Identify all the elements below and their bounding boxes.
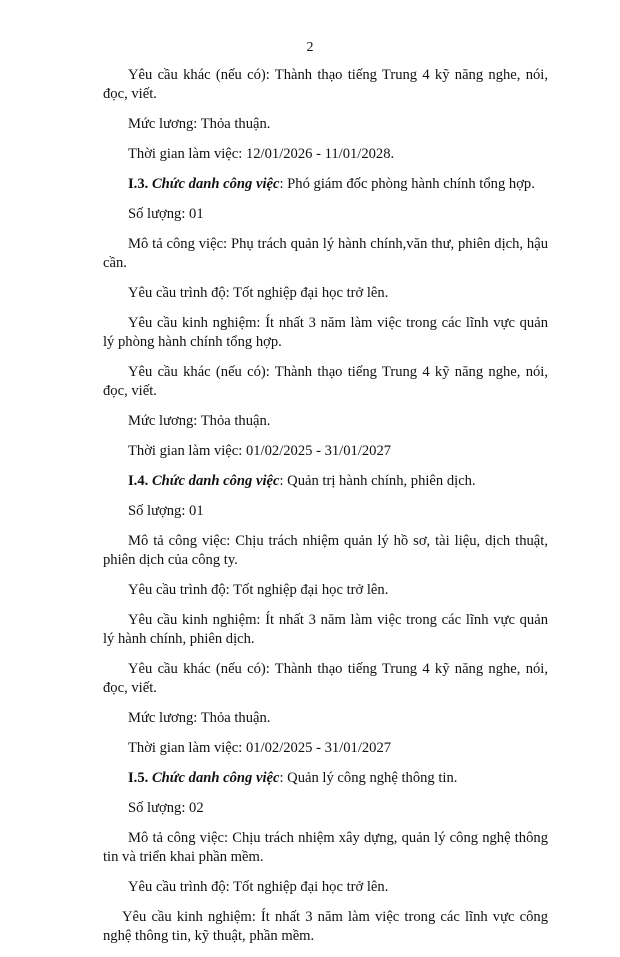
paragraph-job-description: Mô tả công việc: Phụ trách quản lý hành chính,văn thư, phiên dịch, hậu cần. xyxy=(103,236,548,271)
paragraph-other-requirements: Yêu cầu khác (nếu có): Thành thạo tiếng Trung 4 kỹ năng nghe, nói, đọc, viết. xyxy=(103,364,548,399)
paragraph-other-requirements: Yêu cầu khác (nếu có): Thành thạo tiếng Trung 4 kỹ năng nghe, nói, đọc, viết. xyxy=(103,661,548,696)
paragraph-salary: Mức lương: Thỏa thuận. xyxy=(128,710,271,726)
paragraph-salary: Mức lương: Thỏa thuận. xyxy=(128,413,271,429)
paragraph-working-period: Thời gian làm việc: 01/02/2025 - 31/01/2027 xyxy=(128,443,392,459)
section-heading-i4: I.4. Chức danh công việc: Quản trị hành chính, phiên dịch. xyxy=(128,473,476,489)
section-heading-i5: I.5. Chức danh công việc: Quản lý công nghệ thông tin. xyxy=(128,770,458,786)
document-body xyxy=(103,66,548,957)
paragraph-job-description: Mô tả công việc: Chịu trách nhiệm quản lý hồ sơ, tài liệu, dịch thuật, phiên dịch của công ty. xyxy=(103,533,548,568)
paragraph-quantity: Số lượng: 01 xyxy=(128,206,204,222)
paragraph-education-requirement: Yêu cầu trình độ: Tốt nghiệp đại học trở lên. xyxy=(128,879,389,895)
paragraph-experience-requirement: Yêu cầu kinh nghiệm: Ít nhất 3 năm làm việc trong các lĩnh vực quản lý phòng hành chính tổng hợp. xyxy=(103,315,548,350)
page-number: 2 xyxy=(306,40,314,55)
paragraph-education-requirement: Yêu cầu trình độ: Tốt nghiệp đại học trở lên. xyxy=(128,582,389,598)
paragraph-salary: Mức lương: Thỏa thuận. xyxy=(128,116,271,132)
paragraph-experience-requirement: Yêu cầu kinh nghiệm: Ít nhất 3 năm làm việc trong các lĩnh vực quản lý hành chính, phiên dịch. xyxy=(103,612,548,647)
paragraph-job-description: Mô tả công việc: Chịu trách nhiệm xây dựng, quản lý công nghệ thông tin và triển khai phần mềm. xyxy=(103,830,548,865)
paragraph-quantity: Số lượng: 02 xyxy=(128,800,204,816)
paragraph-working-period: Thời gian làm việc: 01/02/2025 - 31/01/2027 xyxy=(128,740,392,756)
paragraph-other-requirements: Yêu cầu khác (nếu có): Thành thạo tiếng Trung 4 kỹ năng nghe, nói, đọc, viết. xyxy=(103,67,548,102)
paragraph-quantity: Số lượng: 01 xyxy=(128,503,204,519)
paragraph-education-requirement: Yêu cầu trình độ: Tốt nghiệp đại học trở lên. xyxy=(128,285,389,301)
paragraph-working-period: Thời gian làm việc: 12/01/2026 - 11/01/2028. xyxy=(128,146,395,162)
section-heading-i3: I.3. Chức danh công việc: Phó giám đốc phòng hành chính tổng hợp. xyxy=(128,176,535,192)
paragraph-experience-requirement: Yêu cầu kinh nghiệm: Ít nhất 3 năm làm việc trong các lĩnh vực công nghệ thông tin, kỹ thuật, phần mềm. xyxy=(103,909,548,944)
